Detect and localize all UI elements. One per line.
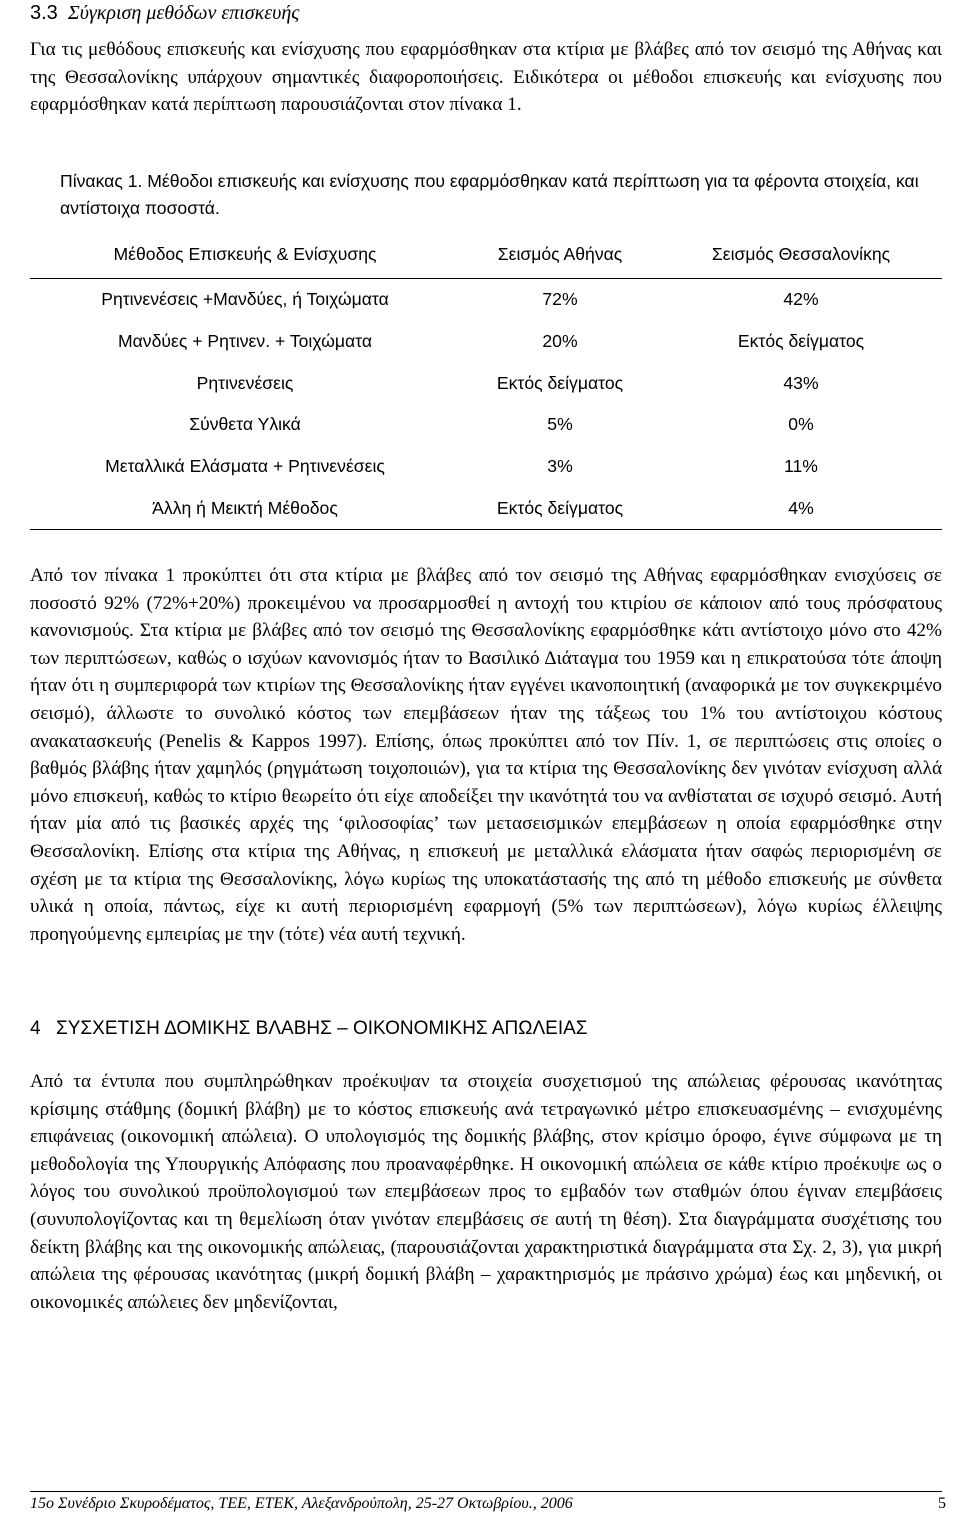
table-row: [30, 487, 942, 529]
table-row: [30, 362, 942, 404]
cell-method: Μεταλλικά Ελάσματα + Ρητινενέσεις: [105, 456, 385, 477]
header-thessaloniki: Σεισμός Θεσσαλονίκης: [660, 230, 942, 279]
table-row: [30, 321, 942, 363]
cell-thessaloniki: 42%: [783, 289, 819, 310]
repair-methods-table: [30, 230, 942, 530]
header-athens: Σεισμός Αθήνας: [460, 230, 660, 279]
section4-heading: [30, 1018, 588, 1040]
cell-method: Μανδύες + Ρητινεν. + Τοιχώματα: [117, 331, 373, 352]
cell-method: Ρητινενέσεις: [196, 372, 294, 393]
section-number: 3.3: [30, 2, 58, 24]
section4-number: 4: [30, 1018, 41, 1039]
discussion-paragraph: [30, 562, 942, 948]
table-header-row: [30, 230, 942, 279]
discussion-paragraph-text: Από τον πίνακα 1 προκύπτει ότι στα κτίρια με βλάβες από τον σεισμό της Αθήνας εφαρμόσθηκαν ενισχύσεις σε ποσοστό 92% (72%+20%) προκειμένου να προσαρμοσθεί η αντοχή του κτιρίου σε κάποιον από τους πρόσφατους κανονισμούς. Στα κτίρια με βλάβες από τον σεισμό της Θεσσαλονίκης εφαρμόσθηκε κάτι αντίστοιχο μόνο στο 42% των περιπτώσεων, καθώς ο ισχύων κανονισμός ήταν το Βασιλικό Διάταγμα του 1959 και η επικρατούσα τότε άποψη ήταν ότι η συμπεριφορά των κτιρίων της Θεσσαλονίκης ήταν εγγένει ικανοποιητική (αναφορικά με τον συγκεκριμένο σεισμό), άλλωστε το συνολικό κόστος των επεμβάσεων ήταν της τάξεως του 1% του αντίστοιχου κόστους ανακατασκευής (Penelis & Kappos 1997). Επίσης, όπως προκύπτει από τον Πίν. 1, σε περιπτώσεις στις οποίες ο βαθμός βλάβης ήταν χαμηλός (ρηγμάτωση τοιχοποιιών), για τα κτίρια της Θεσσαλονίκης δεν γινόταν ενίσχυση αλλά μόνο επισκευή, καθώς το κτίριο θεωρείτο ότι είχε αποδείξει την ικανότητά του να ανθίσταται σε ισχυρό σεισμό. Αυτή ήταν μία από τις βασικές αρχές της ‘φιλοσοφίας’ των μετασεισμικών επεμβάσεων η οποία εφαρμόσθηκε στην Θεσσαλονίκη. Επίσης στα κτίρια της Αθήνας, η επισκευή με μεταλλικά ελάσματα ήταν σαφώς περιορισμένη σε σχέση με τα κτίρια της Θεσσαλονίκης, λόγω κυρίως της υποκατάστασής της από τη μέθοδο επισκευής με σύνθετα υλικά η οποία, πάντως, είχε κι αυτή περιορισμένη εφαρμογή (5% των περιπτώσεων), λόγω κυρίως έλλειψης προηγούμενης εμπειρίας με την (τότε) νέα αυτή τεχνική.: [30, 565, 942, 945]
cell-athens: Εκτός δείγματος: [496, 372, 624, 393]
cell-thessaloniki: 11%: [784, 456, 818, 477]
footer-divider: [30, 1491, 942, 1492]
section4-title: ΣΥΣΧΕΤΙΣΗ ΔΟΜΙΚΗΣ ΒΛΑΒΗΣ – ΟΙΚΟΝΟΜΙΚΗΣ ΑΠΩΛΕΙΑΣ: [56, 1018, 588, 1039]
table-caption: [60, 168, 940, 222]
section4-paragraph: [30, 1068, 942, 1316]
cell-thessaloniki: 43%: [783, 372, 819, 393]
section4-paragraph-text: Από τα έντυπα που συμπληρώθηκαν προέκυψαν τα στοιχεία συσχετισμού της απώλειας φέρουσας ικανότητας κρίσιμης στάθμης (δομική βλάβη) με το κόστος επισκευής ανά τετραγωνικό μέτρο επισκευασμένης – ενισχυμένης επιφάνειας (οικονομική απώλεια). Ο υπολογισμός της δομικής βλάβης, στον κρίσιμο όροφο, έγινε σύμφωνα με τη μεθοδολογία της Υπουργικής Απόφασης που προαναφέρθηκε. Η οικονομική απώλεια σε κάθε κτίριο προέκυψε ως ο λόγος του συνολικού προϋπολογισμού των επεμβάσεων προς το εμβαδόν των σταθμών όπου έγιναν επεμβάσεις (συνυπολογίζοντας και τη θεμελίωση όταν γινόταν επεμβάσεις σε αυτή τη θέση). Στα διαγράμματα συσχέτισης του δείκτη βλάβης και της οικονομικής απώλειας, (παρουσιάζονται χαρακτηριστικά διαγράμματα στα Σχ. 2, 3), για μικρή απώλεια της φέρουσας ικανότητας (μικρή δομική βλάβη – χαρακτηρισμός με πράσινο χρώμα) έως και μηδενική, οι οικονομικές απώλειες δεν μηδενίζονται,: [30, 1071, 942, 1313]
section-title: [30, 2, 299, 25]
cell-thessaloniki: Εκτός δείγματος: [737, 331, 865, 352]
cell-thessaloniki: 4%: [660, 487, 942, 529]
cell-athens: 20%: [542, 331, 578, 352]
intro-paragraph-text: Για τις μεθόδους επισκευής και ενίσχυσης που εφαρμόσθηκαν στα κτίρια με βλάβες από τον σεισμό της Αθήνας και της Θεσσαλονίκης υπάρχουν σημαντικές διαφοροποιήσεις. Ειδικότερα οι μέθοδοι επισκευής και ενίσχυσης που εφαρμόσθηκαν κατά περίπτωση παρουσιάζονται στον πίνακα 1.: [30, 39, 942, 116]
table-row: [30, 446, 942, 488]
cell-method: Σύνθετα Υλικά: [189, 414, 301, 435]
cell-athens: 5%: [547, 414, 573, 435]
cell-athens: 72%: [542, 289, 578, 310]
section-title-text: Σύγκριση μεθόδων επισκευής: [67, 2, 300, 24]
cell-method: Ρητινενέσεις +Μανδύες, ή Τοιχώματα: [101, 289, 389, 310]
header-method: Μέθοδος Επισκευής & Ενίσχυσης: [30, 230, 460, 279]
cell-athens: 3%: [547, 456, 573, 477]
table-caption-text: Μέθοδοι επισκευής και ενίσχυσης που εφαρμόσθηκαν κατά περίπτωση για τα φέροντα στοιχεία, και αντίστοιχα ποσοστά.: [60, 171, 919, 218]
table-row: [30, 404, 942, 446]
table-caption-label: Πίνακας 1.: [60, 171, 143, 191]
table-row: [30, 279, 942, 321]
footer-conference: 15ο Συνέδριο Σκυροδέματος, ΤΕΕ, ΕΤΕΚ, Αλεξανδρούπολη, 25-27 Οκτωβρίου., 2006: [30, 1495, 573, 1512]
page-number: 5: [938, 1495, 946, 1512]
cell-method: Άλλη ή Μεικτή Μέθοδος: [30, 487, 460, 529]
cell-thessaloniki: 0%: [788, 414, 814, 435]
cell-athens: Εκτός δείγματος: [460, 487, 660, 529]
intro-paragraph: [30, 36, 942, 119]
